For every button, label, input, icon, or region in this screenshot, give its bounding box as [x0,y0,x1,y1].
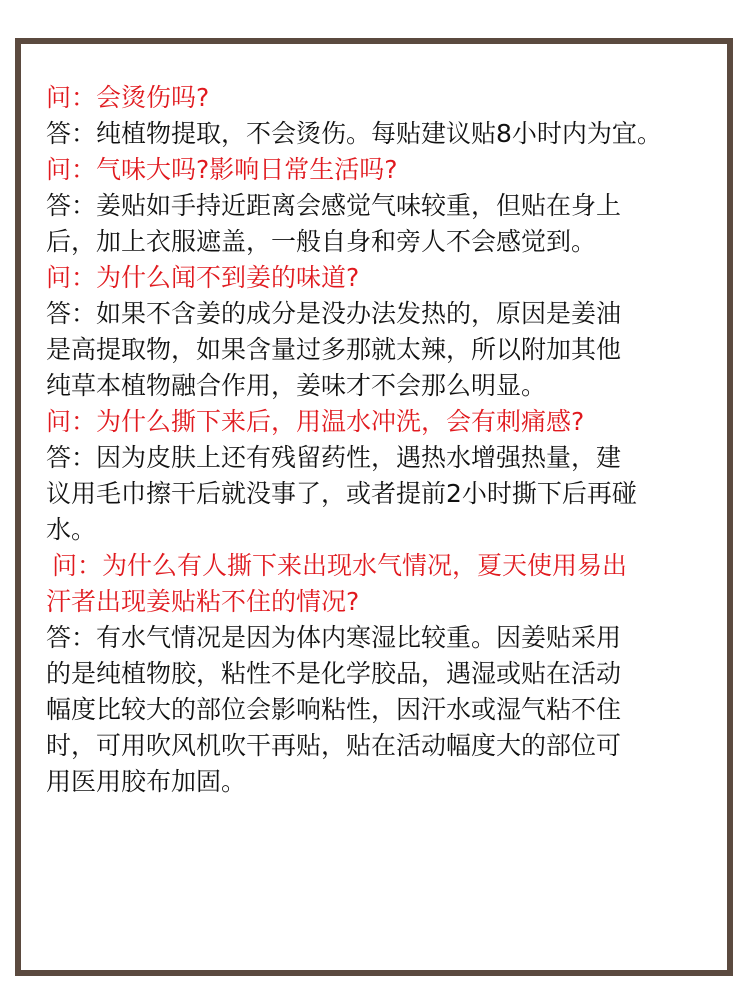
faq-answer-line: 是高提取物，如果含量过多那就太辣，所以附加其他 [46,335,622,364]
faq-answer-line: 幅度比较大的部位会影响粘性，因汗水或湿气粘不住 [46,695,622,724]
faq-question-line: 问：会烫伤吗? [46,83,210,112]
faq-answer-line: 后，加上衣服遮盖，一般自身和旁人不会感觉到。 [46,227,597,256]
faq-question-line: 问：为什么闻不到姜的味道? [46,263,360,292]
faq-question-line: 问：为什么撕下来后，用温水冲洗，会有刺痛感? [46,407,585,436]
faq-question-line: 汗者出现姜贴粘不住的情况? [46,587,360,616]
faq-answer-line: 答：纯植物提取，不会烫伤。每贴建议贴8小时内为宜。 [46,119,662,148]
faq-text-block [46,80,736,800]
faq-answer-line: 时，可用吹风机吹干再贴，贴在活动幅度大的部位可 [46,731,622,760]
faq-answer-line: 水。 [46,515,97,544]
faq-answer-line: 答：如果不含姜的成分是没办法发热的，原因是姜油 [46,299,622,328]
faq-answer-line: 用医用胶布加固。 [46,767,247,796]
faq-answer-line: 答：因为皮肤上还有残留药性，遇热水增强热量，建 [46,443,622,472]
faq-answer-line: 答：姜贴如手持近距离会感觉气味较重，但贴在身上 [46,191,622,220]
faq-answer-line: 的是纯植物胶，粘性不是化学胶品，遇湿或贴在活动 [46,659,622,688]
faq-question-line: 问：气味大吗?影响日常生活吗? [46,155,398,184]
faq-question-line: 问：为什么有人撕下来出现水气情况，夏天使用易出 [52,551,628,580]
content-frame [15,38,733,976]
faq-answer-line: 议用毛巾擦干后就没事了，或者提前2小时撕下后再碰 [46,479,637,508]
faq-answer-line: 纯草本植物融合作用，姜味才不会那么明显。 [46,371,547,400]
faq-answer-line: 答：有水气情况是因为体内寒湿比较重。因姜贴采用 [46,623,622,652]
